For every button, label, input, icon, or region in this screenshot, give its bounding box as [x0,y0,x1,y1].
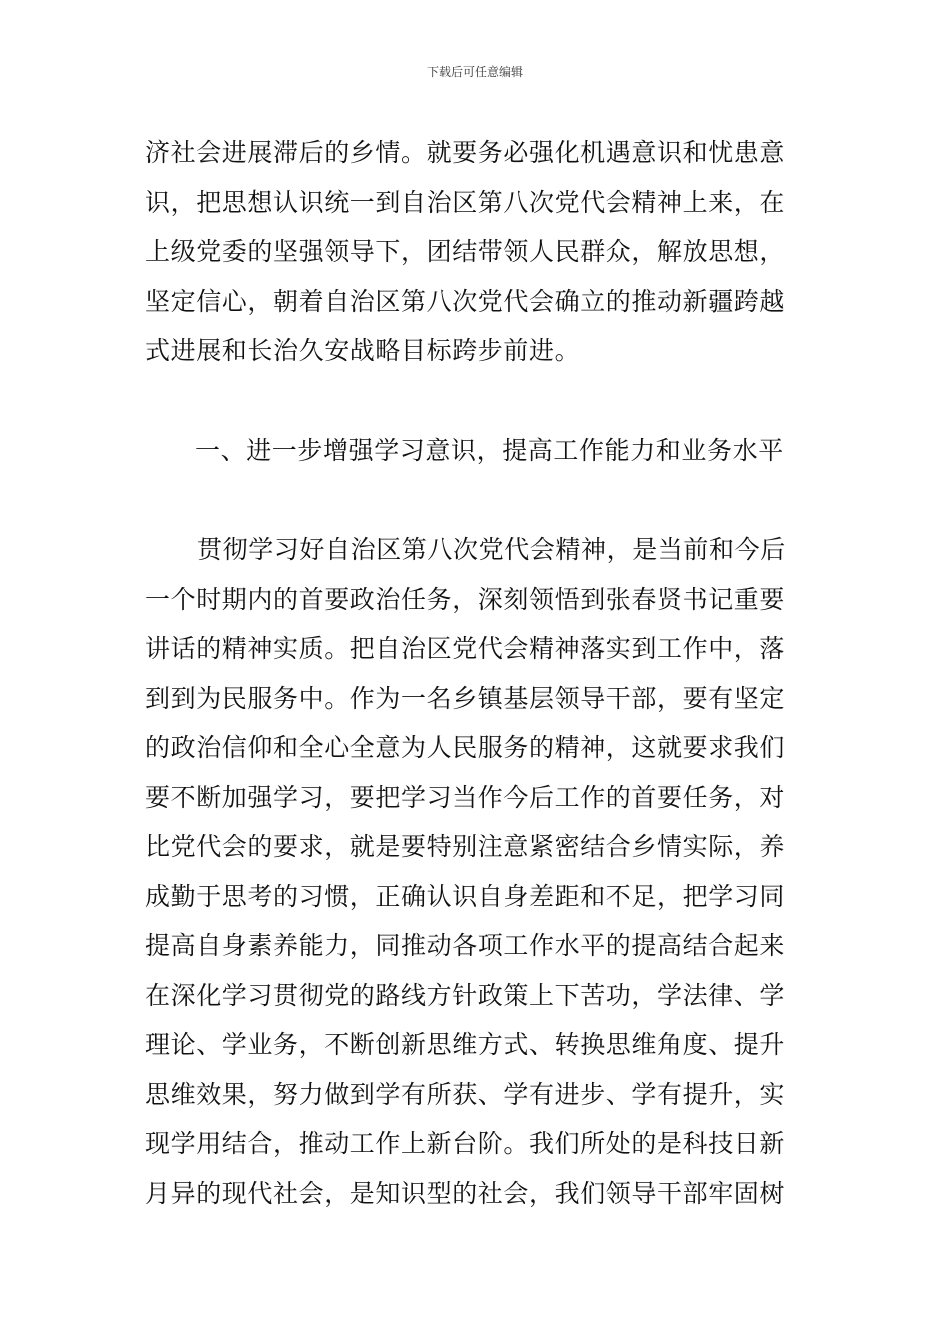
text-line: 现学用结合，推动工作上新台阶。我们所处的是科技日新 [145,1129,786,1158]
text-line: 一个时期内的首要政治任务，深刻领悟到张春贤书记重要 [145,584,786,614]
text-line: 思维效果，努力做到学有所获、学有进步、学有提升，实 [145,1079,786,1109]
text-line: 提高自身素养能力，同推动各项工作水平的提高结合起来 [145,931,786,960]
section-heading [145,426,807,476]
text-line: 到到为民服务中。作为一名乡镇基层领导干部，要有坚定 [145,683,786,713]
paragraph-body [145,525,807,1218]
paragraph-gap [145,475,807,525]
text-line: 成勤于思考的习惯，正确认识自身差距和不足，把学习同 [145,881,786,911]
text-line: 讲话的精神实质。把自治区党代会精神落实到工作中，落 [145,634,786,663]
text-line: 识，把思想认识统一到自治区第八次党代会精神上来，在 [145,187,786,217]
text-line: 济社会进展滞后的乡情。就要务必强化机遇意识和忧患意 [145,138,786,167]
text-line: 坚定信心，朝着自治区第八次党代会确立的推动新疆跨越 [145,286,786,316]
text-line: 的政治信仰和全心全意为人民服务的精神，这就要求我们 [145,733,786,762]
text-line: 比党代会的要求，就是要特别注意紧密结合乡情实际，养 [145,832,786,861]
text-line: 理论、学业务，不断创新思维方式、转换思维角度、提升 [145,1030,786,1059]
document-body [145,128,807,1218]
text-line: 式进展和长治久安战略目标跨步前进。 [145,336,581,365]
text-line-indented: 贯彻学习好自治区第八次党代会精神，是当前和今后 [197,535,786,564]
section-heading-text: 一、进一步增强学习意识，提高工作能力和业务水平 [195,435,784,465]
text-line: 在深化学习贯彻党的路线方针政策上下苦功，学法律、学 [145,980,786,1010]
text-line: 要不断加强学习，要把学习当作今后工作的首要任务，对 [145,782,786,812]
text-line: 上级党委的坚强领导下，团结带领人民群众，解放思想， [145,237,786,266]
paragraph-continuation [145,128,807,376]
paragraph-gap [145,376,807,426]
text-line: 月异的现代社会，是知识型的社会，我们领导干部牢固树 [145,1178,786,1208]
page-header-note: 下载后可任意编辑 [426,65,523,79]
